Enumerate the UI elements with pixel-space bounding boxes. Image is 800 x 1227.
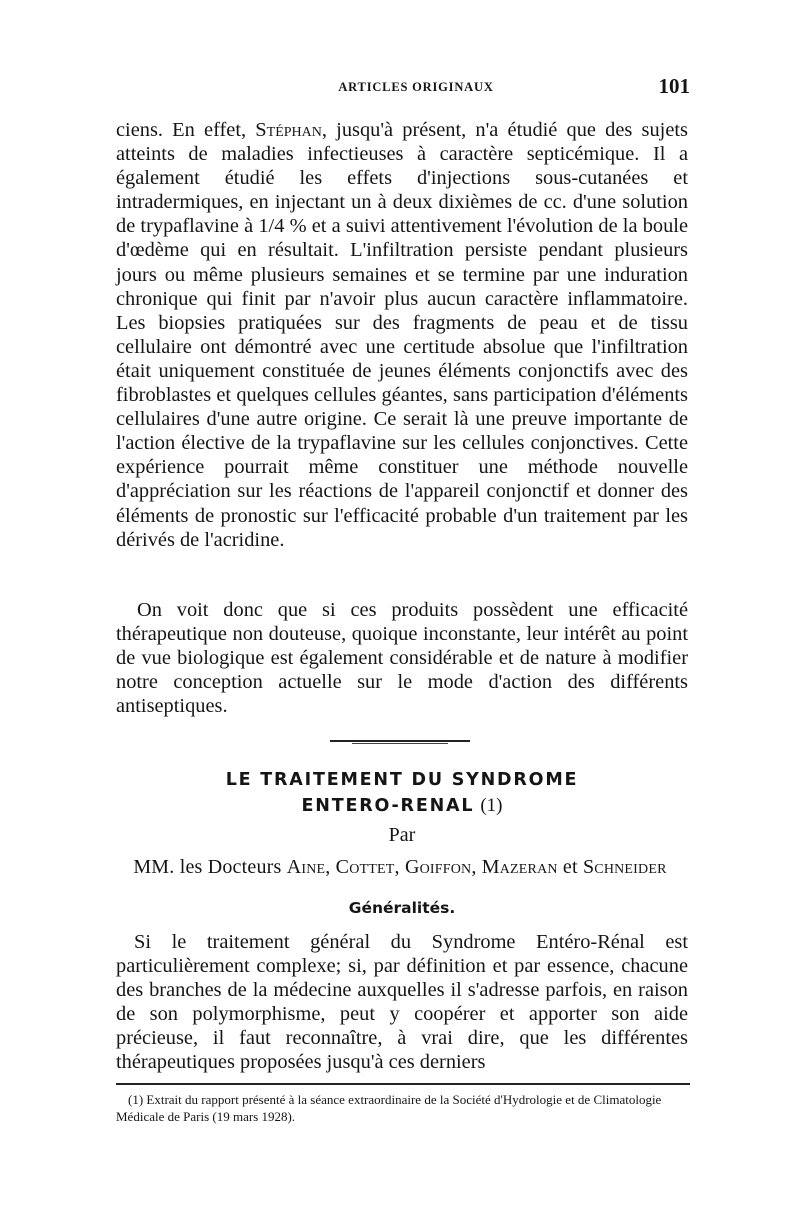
footnote-rule bbox=[116, 1083, 690, 1085]
authors-last: Schneider bbox=[582, 856, 667, 878]
title-line-1: LE TRAITEMENT DU SYNDROME bbox=[225, 770, 579, 790]
article-title bbox=[116, 767, 688, 819]
authors-names: Aine, Cottet, Goiffon, Mazeran bbox=[286, 856, 558, 878]
title-line-2-text: ENTERO-RENAL bbox=[301, 796, 475, 816]
divider-line-bottom bbox=[352, 743, 448, 744]
paragraph-continued bbox=[116, 118, 688, 552]
divider-line-top bbox=[330, 740, 470, 742]
paragraph-start: ciens. En effet, bbox=[116, 119, 256, 141]
byline-par: Par bbox=[388, 824, 416, 846]
paragraph-rest: , jusqu'à présent, n'a étudié que des sujets atteints de maladies infectieuses à caractère septicémique. Il a également étudié les effets d'injections sous-cutanées et intradermiques, en injectant un à deux dixièmes de cc. d'une solution de trypaflavine à 1/4 % et a suivi attentivement l'évolution de la boule d'œdème qui en résultait. L'infiltration persiste pendant plusieurs jours ou même plusieurs semaines et se termine par une induration chronique qui finit par n'avoir plus aucun caractère inflammatoire. Les biopsies pratiquées sur des fragments de peau et de tissu cellulaire ont démontré avec une certitude absolue que l'infiltration était uniquement constituée de jeunes éléments conjonctifs avec des fibroblastes et quelques cellules géantes, sans participation d'éléments cellulaires d'une autre origine. Ce serait là une preuve importante de l'action élective de la trypaflavine sur les cellules conjonctives. Cette expérience pourrait même constituer une méthode nouvelle d'appréciation sur les réactions de l'appareil conjonctif et donner des éléments de pronostic sur l'efficacité probable d'un traitement par les dérivés de l'acridine. bbox=[116, 119, 688, 551]
section-heading: Généralités. bbox=[348, 899, 456, 917]
section-divider bbox=[330, 740, 470, 744]
paragraph-intro: Si le traitement général du Syndrome Entéro-Rénal est particulièrement complexe; si, par définition et par essence, chacune des branches de la médecine auxquelles il s'adresse parfois, en raison de son polymorphisme, peut y coopérer et apporter son aide précieuse, il faut reconnaître, à vrai dire, que les différentes thérapeutiques proposées jusqu'à ces derniers bbox=[116, 931, 688, 1074]
page-number: 101 bbox=[658, 74, 690, 98]
title-line-2 bbox=[116, 793, 688, 819]
paragraph-conclusion: On voit donc que si ces produits possèdent une efficacité thérapeutique non douteuse, quoique inconstante, leur intérêt au point de vue biologique est également considérable et de nature à modifier notre conception actuelle sur le mode d'action des différents antiseptiques. bbox=[116, 599, 688, 718]
author-name-stephan: Stéphan bbox=[255, 119, 322, 141]
authors-prefix: MM. les Docteurs bbox=[133, 856, 287, 878]
authors-line bbox=[100, 856, 700, 879]
authors-and: et bbox=[557, 856, 583, 878]
footnote-reference: (1) bbox=[480, 795, 503, 816]
running-title: ARTICLES ORIGINAUX bbox=[338, 80, 494, 94]
footnote: (1) Extrait du rapport présenté à la séance extraordinaire de la Société d'Hydrologie et de Climatologie Médicale de Paris (19 mars 1928). bbox=[116, 1092, 662, 1124]
running-head bbox=[116, 74, 696, 104]
